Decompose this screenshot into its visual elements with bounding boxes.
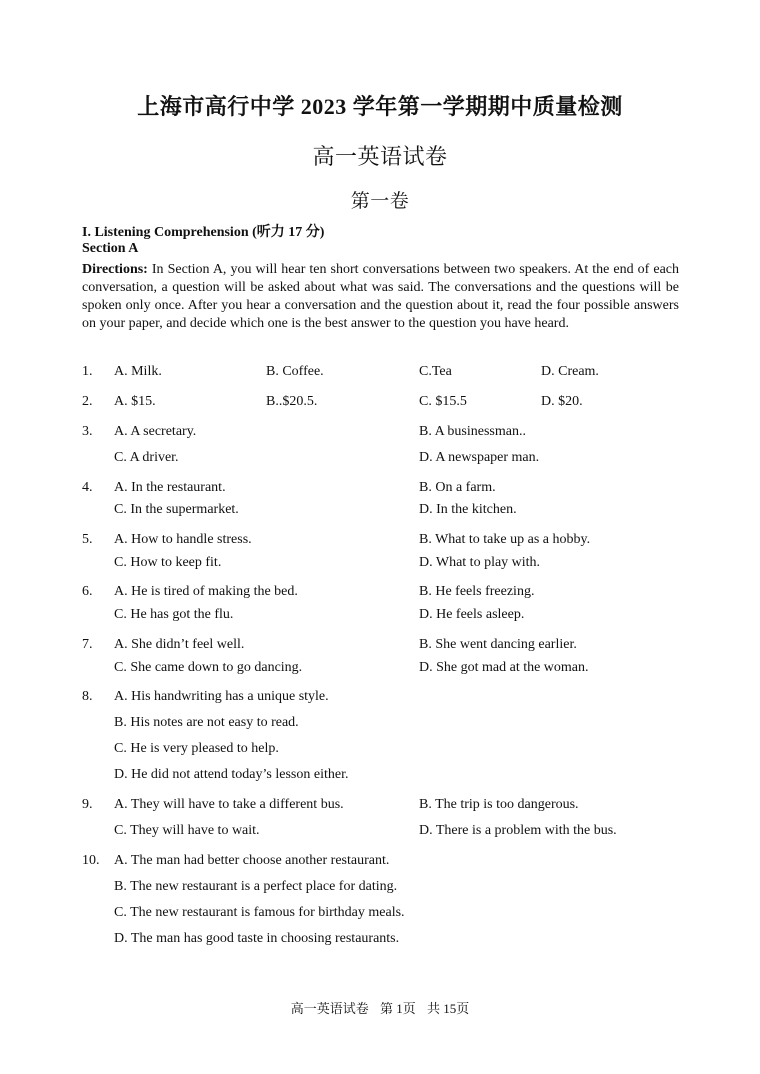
directions-text: In Section A, you will hear ten short conversations between two speakers. At the end of each conversation, a question will be asked about what was said. The conversations and the questions will be spoken only once. After you hear a conversation and the question about it, read the four possible answers on your paper, and decide which one is the best answer to the question you have heard. xyxy=(82,262,679,331)
option-b: B. The trip is too dangerous. xyxy=(419,797,579,812)
option-a: A. A secretary. xyxy=(114,424,197,439)
option-a: A. In the restaurant. xyxy=(114,480,226,495)
option-a: A. He is tired of making the bed. xyxy=(114,584,298,599)
option-c: C. A driver. xyxy=(114,450,179,465)
option-d: D. The man has good taste in choosing restaurants. xyxy=(114,931,400,946)
question-number: 9. xyxy=(82,797,93,812)
volume-title: 第一卷 xyxy=(350,191,410,212)
exam-title: 上海市高行中学 2023 学年第一学期期中质量检测 xyxy=(137,94,623,119)
option-b: B. His notes are not easy to read. xyxy=(114,715,299,730)
option-c: C. He is very pleased to help. xyxy=(114,741,279,756)
question-number: 4. xyxy=(82,480,93,495)
option-c: C. He has got the flu. xyxy=(114,607,234,622)
option-d: D. A newspaper man. xyxy=(419,450,540,465)
section-heading: Section A xyxy=(82,241,139,256)
option-a: A. They will have to take a different bus. xyxy=(114,797,344,812)
option-c: C.Tea xyxy=(419,364,452,379)
option-b: B. What to take up as a hobby. xyxy=(419,532,591,547)
footer-page-number: 第 1页 xyxy=(379,1001,416,1016)
option-a: A. $15. xyxy=(114,394,156,409)
option-a: A. She didn’t feel well. xyxy=(114,637,245,652)
question-number: 5. xyxy=(82,532,93,547)
question-number: 6. xyxy=(82,584,93,599)
option-d: D. He did not attend today’s lesson either. xyxy=(114,767,349,782)
option-a: A. The man had better choose another restaurant. xyxy=(114,853,390,868)
option-c: C. She came down to go dancing. xyxy=(114,660,303,675)
option-b: B. On a farm. xyxy=(419,480,496,495)
part-heading: I. Listening Comprehension (听力 17 分) xyxy=(82,225,325,240)
subject-title: 高一英语试卷 xyxy=(312,144,448,169)
option-c: C. In the supermarket. xyxy=(114,502,239,517)
question-number: 8. xyxy=(82,689,93,704)
option-c: C. They will have to wait. xyxy=(114,823,260,838)
directions-paragraph xyxy=(82,261,679,333)
option-b: B. A businessman.. xyxy=(419,424,526,439)
question-number: 2. xyxy=(82,394,93,409)
option-b: B. He feels freezing. xyxy=(419,584,535,599)
option-b: B. Coffee. xyxy=(266,364,324,379)
option-d: D. He feels asleep. xyxy=(419,607,525,622)
question-number: 10. xyxy=(82,853,100,868)
question-number: 3. xyxy=(82,424,93,439)
option-a: A. How to handle stress. xyxy=(114,532,252,547)
option-b: B. The new restaurant is a perfect place for dating. xyxy=(114,879,398,894)
option-d: D. $20. xyxy=(541,394,583,409)
option-a: A. Milk. xyxy=(114,364,162,379)
option-b: B. She went dancing earlier. xyxy=(419,637,577,652)
option-d: D. Cream. xyxy=(541,364,599,379)
option-d: D. There is a problem with the bus. xyxy=(419,823,617,838)
directions-label: Directions: xyxy=(82,262,148,277)
option-a: A. His handwriting has a unique style. xyxy=(114,689,329,704)
option-b: B..$20.5. xyxy=(266,394,318,409)
option-d: D. In the kitchen. xyxy=(419,502,517,517)
option-d: D. She got mad at the woman. xyxy=(419,660,589,675)
footer-subject: 高一英语试卷 xyxy=(290,1001,369,1016)
option-c: C. The new restaurant is famous for birthday meals. xyxy=(114,905,405,920)
option-d: D. What to play with. xyxy=(419,555,541,570)
option-c: C. How to keep fit. xyxy=(114,555,222,570)
option-c: C. $15.5 xyxy=(419,394,467,409)
question-number: 7. xyxy=(82,637,93,652)
footer-total-pages: 共 15页 xyxy=(427,1001,470,1016)
question-number: 1. xyxy=(82,364,93,379)
page-footer xyxy=(0,998,760,1017)
